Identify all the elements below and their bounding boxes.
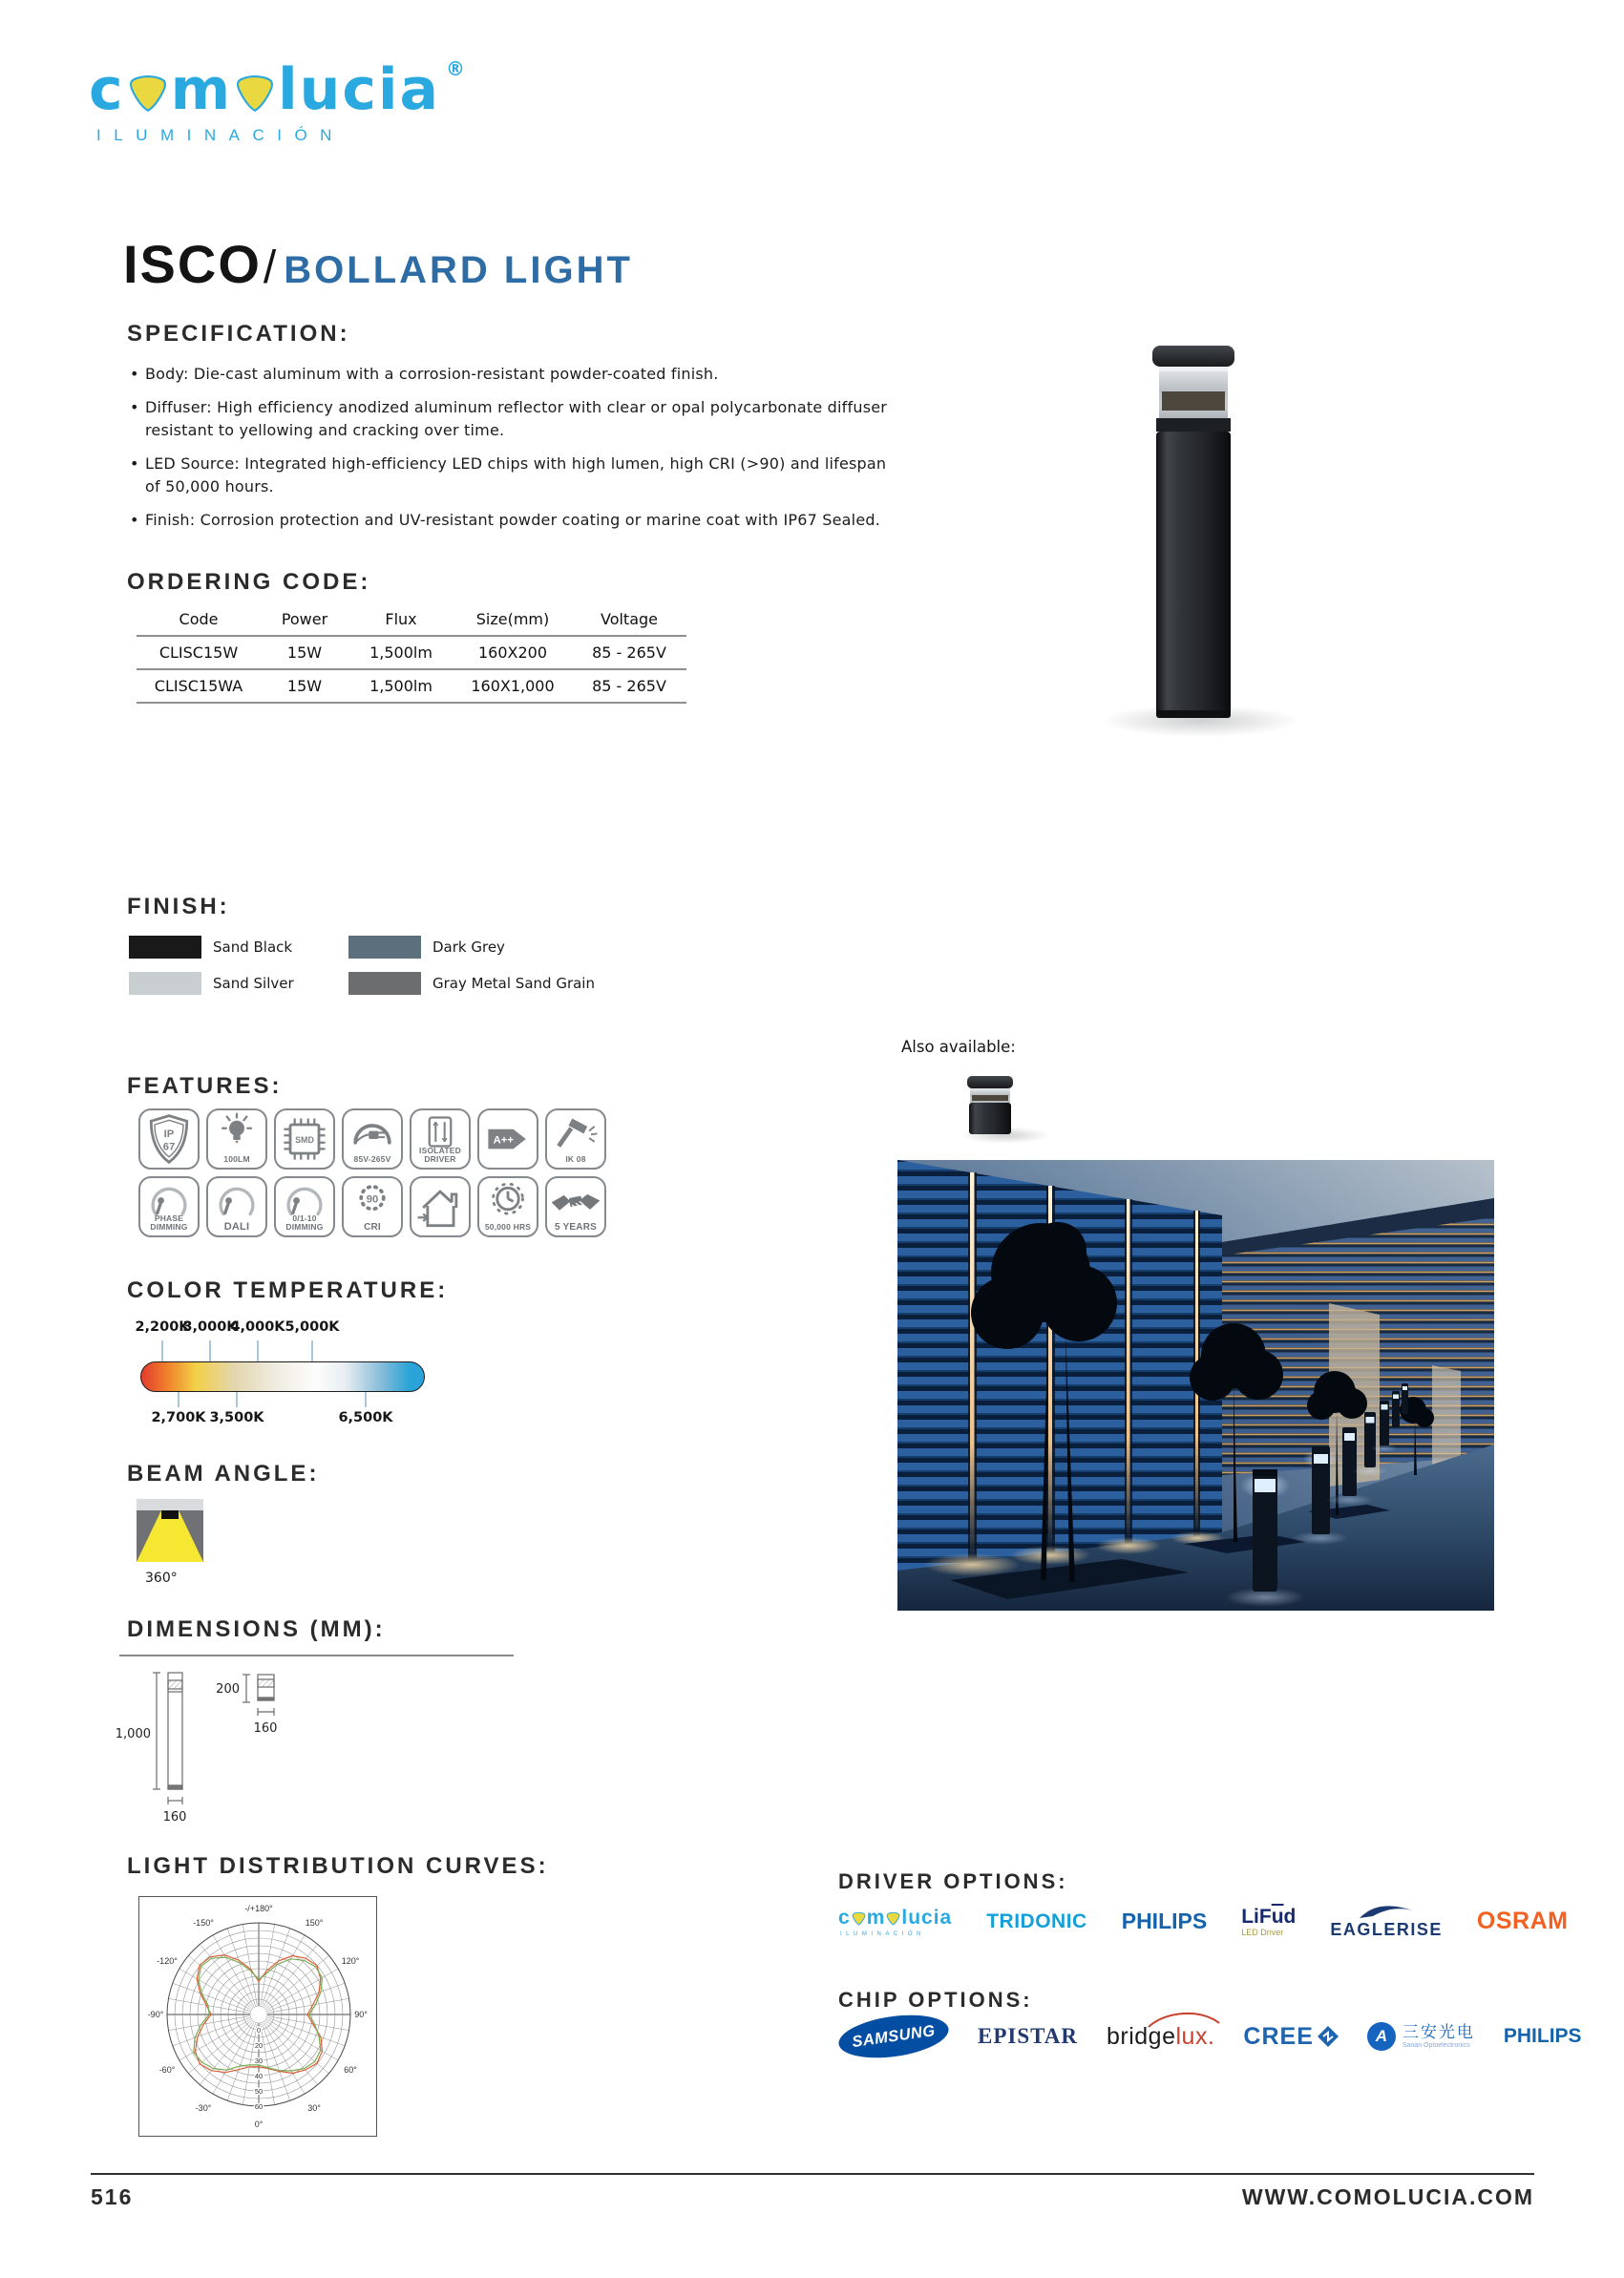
logo-osram: OSRAM	[1476, 1908, 1569, 1934]
section-heading-ordering-code: ORDERING CODE:	[127, 569, 371, 595]
beam-fixture	[161, 1510, 179, 1519]
feature-tile-warranty	[545, 1176, 606, 1237]
feature-tiles	[138, 1108, 606, 1237]
cell-code: CLISC15WA	[137, 669, 261, 703]
feature-tile-energy-class	[477, 1108, 538, 1170]
svg-text:-120°: -120°	[157, 1956, 178, 1966]
tick-mark	[209, 1340, 211, 1361]
cell-code: CLISC15W	[137, 636, 261, 669]
section-heading-specification: SPECIFICATION:	[127, 321, 350, 347]
feature-label: ISOLATED DRIVER	[419, 1145, 461, 1165]
registered-mark: ®	[446, 57, 468, 80]
logo-comolucia: c m lucia ILUMINACIÓN	[838, 1906, 953, 1937]
feature-tile-cri	[342, 1176, 403, 1237]
dimension-drawing	[113, 1663, 428, 1835]
svg-text:120°: 120°	[341, 1956, 360, 1966]
svg-text:A++: A++	[493, 1134, 514, 1147]
section-heading-beam-angle: BEAM ANGLE:	[127, 1461, 320, 1487]
section-heading-driver-options: DRIVER OPTIONS:	[838, 1869, 1068, 1893]
driver-logos	[838, 1903, 1568, 1940]
svg-text:90°: 90°	[354, 2010, 368, 2019]
logo-tridonic: TRIDONIC	[986, 1909, 1087, 1932]
section-heading-features: FEATURES:	[127, 1073, 283, 1099]
svg-text:SMD: SMD	[295, 1134, 314, 1145]
logo-epistar: EPISTAR	[978, 2024, 1078, 2048]
dim-height-short: 200	[216, 1682, 240, 1697]
section-heading-chip-options: CHIP OPTIONS:	[838, 1988, 1033, 2012]
brand-logo	[89, 56, 468, 145]
feature-tile-outdoor	[410, 1176, 471, 1237]
feature-label: IK 08	[565, 1154, 586, 1165]
pick-icon	[852, 1912, 866, 1926]
cct-label: 5,000K	[285, 1319, 340, 1335]
cell-power: 15W	[261, 669, 348, 703]
cell-flux: 1,500lm	[348, 669, 453, 703]
feature-tile-ip67	[138, 1108, 200, 1170]
ip67-shield-icon	[140, 1110, 198, 1168]
finish-label: Dark Grey	[432, 939, 505, 956]
brand-tagline: ILUMINACIÓN	[96, 126, 345, 144]
title-separator: /	[263, 243, 277, 293]
dim-width-short: 160	[253, 1721, 278, 1736]
tick-mark	[178, 1392, 179, 1407]
col-header-size: Size(mm)	[453, 603, 572, 636]
cell-size: 160X200	[453, 636, 572, 669]
feature-tile-smd	[274, 1108, 335, 1170]
svg-text:67: 67	[162, 1141, 176, 1153]
brand-wordmark	[89, 56, 468, 123]
cell-voltage: 85 - 265V	[572, 636, 686, 669]
section-heading-finish: FINISH:	[127, 894, 230, 919]
spec-bullet: • Body: Die-cast aluminum with a corrosion-resistant powder-coated finish.	[130, 363, 903, 386]
specification-list	[130, 363, 903, 542]
logo-samsung: SAMSUNG	[836, 2009, 952, 2064]
tick-mark	[365, 1392, 367, 1407]
product-shadow	[1100, 705, 1300, 737]
dim-height-tall: 1,000	[115, 1727, 151, 1741]
spec-bullet: • Diffuser: High efficiency anodized aluminum reflector with clear or opal polycarbonate diffuser resistant to yellowing and cracking over time.	[130, 396, 903, 442]
finish-option	[348, 936, 664, 959]
feature-tile-phase-dimming	[138, 1176, 200, 1237]
svg-text:30°: 30°	[307, 2103, 321, 2113]
tick-mark	[161, 1340, 163, 1361]
finish-options	[129, 936, 664, 995]
feature-tile-0110-dimming	[274, 1176, 335, 1237]
application-photo	[897, 1160, 1494, 1611]
ordering-table	[137, 603, 686, 704]
cct-label: 6,500K	[338, 1410, 393, 1425]
cct-label: 4,000K	[230, 1319, 285, 1335]
cct-label: 3,500K	[209, 1410, 264, 1425]
cree-diamond-icon	[1318, 2026, 1339, 2047]
feature-label: 100LM	[223, 1154, 250, 1165]
eagle-swoosh-icon	[1356, 1903, 1417, 1920]
dim-width-tall: 160	[162, 1810, 187, 1825]
svg-text:50: 50	[254, 2087, 264, 2096]
cct-label: 2,200K	[135, 1319, 190, 1335]
cct-label: 2,700K	[151, 1410, 206, 1425]
col-header-code: Code	[137, 603, 261, 636]
feature-label: PHASE DIMMING	[150, 1213, 188, 1233]
wordmark-letter: m	[170, 56, 233, 123]
col-header-power: Power	[261, 603, 348, 636]
svg-text:30: 30	[254, 2057, 264, 2065]
website-url: WWW.COMOLUCIA.COM	[1241, 2184, 1534, 2209]
logo-bridgelux: bridgelux.	[1107, 2023, 1214, 2051]
table-row	[137, 636, 686, 669]
color-swatch	[129, 972, 201, 995]
feature-label: 0/1-10 DIMMING	[285, 1213, 324, 1233]
beam-angle-icon	[137, 1499, 203, 1562]
table-row	[137, 669, 686, 703]
feature-label: DALI	[223, 1220, 250, 1233]
finish-label: Sand Silver	[213, 975, 294, 992]
color-swatch	[348, 972, 421, 995]
finish-option	[129, 972, 348, 995]
col-header-flux: Flux	[348, 603, 453, 636]
chip-logos	[838, 2016, 1582, 2057]
tick-mark	[311, 1340, 313, 1361]
pick-icon	[886, 1912, 900, 1926]
page-number: 516	[91, 2184, 134, 2209]
col-header-voltage: Voltage	[572, 603, 686, 636]
finish-label: Sand Black	[213, 939, 293, 956]
pick-icon	[128, 75, 168, 114]
spec-bullet: • Finish: Corrosion protection and UV-resistant powder coating or marine coat with IP67 Sealed.	[130, 509, 903, 532]
house-icon	[411, 1178, 469, 1235]
tick-mark	[257, 1340, 259, 1361]
beam-angle-value: 360°	[145, 1571, 178, 1586]
divider	[119, 1655, 514, 1656]
thumbnail-shadow	[960, 1127, 1050, 1144]
section-heading-color-temperature: COLOR TEMPERATURE:	[127, 1277, 449, 1303]
product-category: BOLLARD LIGHT	[284, 249, 633, 291]
logo-cree: CREE	[1243, 2023, 1338, 2051]
section-heading-dimensions: DIMENSIONS (MM):	[127, 1616, 386, 1642]
svg-text:0: 0	[256, 2026, 262, 2035]
feature-tile-dali	[206, 1176, 267, 1237]
svg-text:-/+180°: -/+180°	[244, 1904, 273, 1913]
logo-sanan: A 三安光电 Sanan Optoelectronics	[1367, 2022, 1475, 2051]
feature-label: 5 YEARS	[554, 1221, 597, 1233]
svg-text:-90°: -90°	[147, 2010, 164, 2019]
logo-eaglerise: EAGLERISE	[1330, 1903, 1443, 1940]
cct-gradient-bar	[140, 1361, 425, 1392]
feature-label: CRI	[364, 1221, 381, 1233]
svg-text:150°: 150°	[305, 1918, 324, 1928]
product-name: ISCO	[123, 234, 262, 294]
logo-lifud: $LiF\overline{u}d$ LED Driver	[1241, 1905, 1297, 1937]
feature-label: 50,000 HRS	[484, 1222, 532, 1233]
finish-option	[129, 936, 348, 959]
logo-philips: PHILIPS	[1503, 2025, 1582, 2047]
svg-text:IP: IP	[163, 1128, 175, 1141]
color-swatch	[129, 936, 201, 959]
svg-text:-30°: -30°	[195, 2103, 212, 2113]
table-header-row	[137, 603, 686, 636]
wordmark-letter: lucia	[278, 56, 441, 123]
feature-tile-lumen	[206, 1108, 267, 1170]
svg-text:-150°: -150°	[193, 1918, 214, 1928]
svg-text:-60°: -60°	[158, 2065, 176, 2075]
bridgelux-arc-icon	[1147, 2009, 1223, 2028]
cell-flux: 1,500lm	[348, 636, 453, 669]
section-heading-light-distribution: LIGHT DISTRIBUTION CURVES:	[127, 1853, 549, 1879]
feature-tile-lifespan	[477, 1176, 538, 1237]
svg-text:0°: 0°	[254, 2120, 264, 2129]
color-temperature-scale	[94, 1319, 456, 1430]
finish-label: Gray Metal Sand Grain	[432, 975, 595, 992]
svg-text:90: 90	[366, 1193, 379, 1206]
spec-bullet: • LED Source: Integrated high-efficiency LED chips with high lumen, high CRI (>90) and lifespan of 50,000 hours.	[130, 453, 903, 498]
finish-option	[348, 972, 664, 995]
feature-label: 85V-265V	[353, 1154, 391, 1165]
feature-tile-ik08	[545, 1108, 606, 1170]
footer-divider	[91, 2173, 1534, 2175]
also-available-label: Also available:	[901, 1038, 1016, 1056]
wordmark-letter: c	[89, 56, 125, 123]
svg-text:60°: 60°	[344, 2065, 357, 2075]
svg-text:40: 40	[254, 2072, 264, 2080]
feature-tile-isolated-driver	[410, 1108, 471, 1170]
page-title	[123, 233, 633, 295]
svg-text:20: 20	[254, 2041, 264, 2050]
energy-class-icon	[479, 1110, 537, 1168]
product-photo-bollard	[1151, 344, 1235, 722]
svg-text:60: 60	[254, 2102, 264, 2111]
pick-icon	[235, 75, 275, 114]
tick-mark	[236, 1392, 238, 1407]
cell-size: 160X1,000	[453, 669, 572, 703]
beam-ceiling	[137, 1499, 203, 1510]
color-swatch	[348, 936, 421, 959]
light-distribution-chart	[138, 1896, 377, 2137]
logo-philips: PHILIPS	[1121, 1909, 1208, 1933]
cct-label: 3,000K	[182, 1319, 238, 1335]
cell-power: 15W	[261, 636, 348, 669]
sanan-monogram: A	[1367, 2022, 1396, 2051]
feature-tile-voltage	[342, 1108, 403, 1170]
smd-chip-icon	[276, 1110, 333, 1168]
cell-voltage: 85 - 265V	[572, 669, 686, 703]
